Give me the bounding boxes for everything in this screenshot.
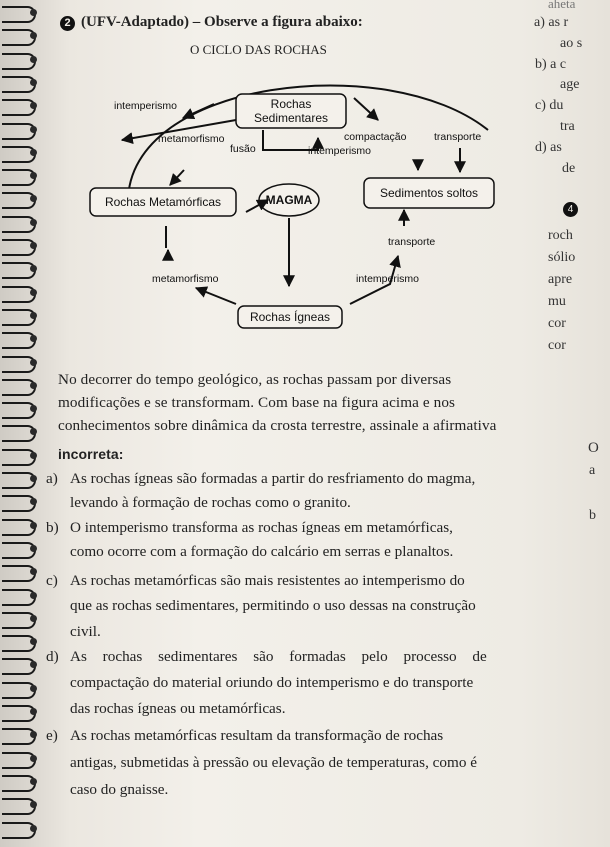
option-a-line-2: levando à formação de rochas como o granito.: [70, 494, 351, 511]
option-c-letter: c): [46, 572, 58, 589]
arrow-intemperismo-left: [183, 104, 214, 118]
q4-fragment-solio: sólio: [548, 250, 576, 265]
option-e-letter: e): [46, 727, 58, 744]
spiral-hole: [30, 382, 37, 389]
option-a-line-1: As rochas ígneas são formadas a partir do resfriamento do magma,: [70, 470, 476, 487]
spiral-hole: [30, 289, 37, 296]
option-e-line-3: caso do gnaisse.: [70, 781, 169, 798]
label-rochas: Rochas: [270, 97, 312, 111]
spiral-hole: [30, 126, 37, 133]
rock-cycle-diagram: [88, 60, 518, 330]
label-intemperismo-mid: intemperismo: [308, 145, 372, 157]
question-number-badge: 2: [60, 16, 75, 31]
option-b-line-2: como ocorre com a formação do calcário em serras e planaltos.: [70, 543, 454, 560]
spiral-hole: [30, 778, 37, 785]
option-c-line-2: que as rochas sedimentares, permitindo o uso dessas na construção: [70, 597, 476, 614]
option-b-letter: b): [46, 519, 59, 536]
arrow-to-metamorficas: [170, 170, 184, 185]
q4-fragment-cor-1: cor: [548, 316, 566, 331]
label-compactacao: compactação: [344, 131, 407, 143]
spiral-hole: [30, 825, 37, 832]
label-rochas-metamorficas: Rochas Metamórficas: [104, 195, 222, 209]
label-magma: MAGMA: [265, 193, 313, 207]
arrow-metamorfismo-bottom: [196, 288, 236, 304]
spiral-hole: [30, 615, 37, 622]
option-b-line-1: O intemperismo transforma as rochas ígneas em metamórficas,: [70, 519, 453, 536]
label-transporte-top: transporte: [434, 131, 482, 143]
spiral-hole: [30, 359, 37, 366]
option-a-letter: a): [46, 470, 58, 487]
right-fragment-b: b) a c: [535, 57, 567, 72]
spiral-hole: [30, 79, 37, 86]
label-intemperismo-bottom: intemperismo: [356, 273, 420, 285]
statement-line-2: modificações e se transformam. Com base na figura acima e nos: [58, 394, 456, 411]
right-fragment-de: de: [562, 161, 576, 176]
spiral-hole: [30, 56, 37, 63]
spiral-hole: [30, 685, 37, 692]
spiral-hole: [30, 545, 37, 552]
option-d-line-2: compactação do material oriundo do intemperismo e do transporte: [70, 674, 474, 691]
question-4-badge: 4: [563, 202, 578, 217]
option-c-line-1: As rochas metamórficas são mais resistentes ao intemperismo do: [70, 572, 465, 589]
label-metamorfismo-bottom: metamorfismo: [152, 273, 219, 285]
label-sedimentares: Sedimentares: [253, 111, 329, 125]
spiral-hole: [30, 219, 37, 226]
spiral-hole: [30, 149, 37, 156]
label-sedimentos-soltos: Sedimentos soltos: [379, 186, 479, 200]
q4-fragment-mu: mu: [548, 294, 566, 309]
spiral-hole: [30, 452, 37, 459]
side-fragment-a: a: [589, 463, 596, 478]
label-metamorfismo-top: metamorfismo: [158, 133, 225, 145]
label-intemperismo-left: intemperismo: [114, 100, 178, 112]
label-transporte-mid: transporte: [388, 236, 436, 248]
diagram-title: O CICLO DAS ROCHAS: [190, 42, 327, 57]
option-e-line-1: As rochas metamórficas resultam da transformação de rochas: [70, 727, 444, 744]
option-d-line-1: As rochas sedimentares são formadas pelo processo de: [70, 648, 487, 665]
spiral-hole: [30, 755, 37, 762]
spiral-hole: [30, 708, 37, 715]
statement-line-3: conhecimentos sobre dinâmica da crosta terrestre, assinale a afirmativa: [58, 417, 497, 434]
right-fragment-d: d) as: [535, 140, 562, 155]
label-fusao: fusão: [230, 143, 256, 155]
right-fragment-age: age: [560, 77, 580, 92]
q4-fragment-apre: apre: [548, 272, 573, 287]
statement-line-1: No decorrer do tempo geológico, as rochas passam por diversas: [58, 371, 452, 388]
option-d-line-3: das rochas ígneas ou metamórficas.: [70, 700, 286, 717]
statement-incorreta: incorreta:: [58, 446, 124, 462]
spiral-hole: [30, 242, 37, 249]
spiral-hole: [30, 475, 37, 482]
spiral-hole: [30, 592, 37, 599]
label-rochas-igneas: Rochas Ígneas: [249, 310, 331, 324]
side-fragment-b: b: [589, 508, 596, 523]
spiral-hole: [30, 312, 37, 319]
right-fragment-c: c) du: [535, 98, 564, 113]
arrow-sedimentares-intemperismo: [354, 98, 378, 120]
option-c-line-3: civil.: [70, 623, 101, 640]
right-fragment-a: a) as r: [534, 15, 569, 30]
question-header-text: (UFV-Adaptado) – Observe a figura abaixo:: [81, 14, 363, 30]
spiral-hole: [30, 522, 37, 529]
q4-fragment-roch: roch: [548, 228, 573, 243]
right-fragment-ao: ao s: [560, 36, 583, 51]
question-header: [60, 14, 363, 31]
right-fragment-tra: tra: [560, 119, 575, 134]
right-top-fragment: aheta: [548, 0, 576, 11]
option-d-letter: d): [46, 648, 59, 665]
spiral-hole: [30, 9, 37, 16]
option-e-line-2: antigas, submetidas à pressão ou elevação de temperaturas, como é: [70, 754, 477, 771]
side-fragment-o: O: [588, 440, 599, 456]
q4-fragment-cor-2: cor: [548, 338, 566, 353]
